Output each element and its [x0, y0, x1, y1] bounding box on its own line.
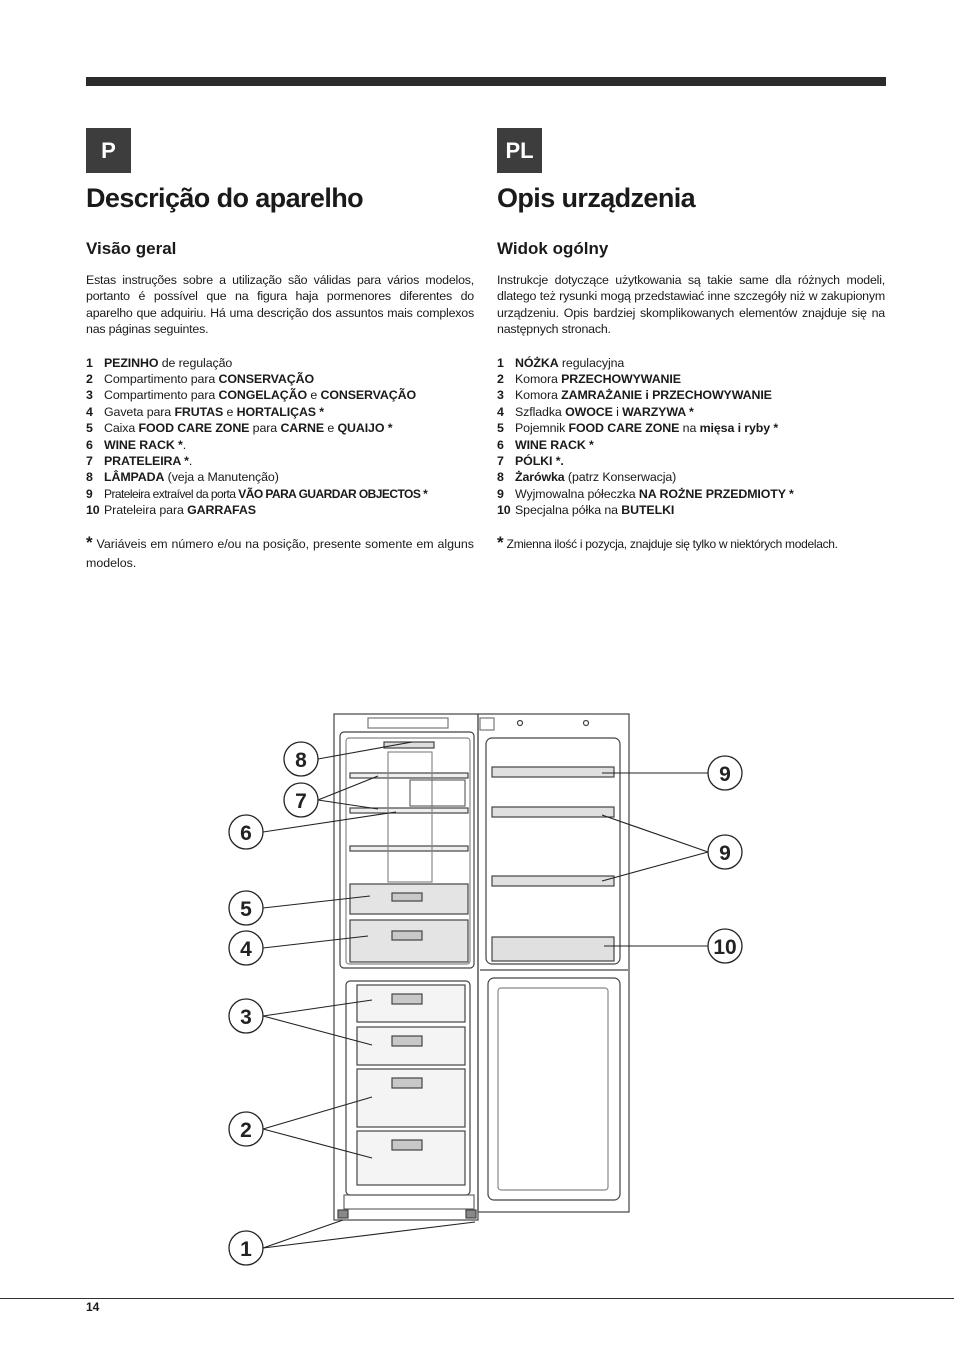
freezer-door-liner [488, 978, 620, 1200]
item-text: QUAIJO * [337, 421, 393, 436]
item-text: mięsa i ryby * [699, 421, 779, 436]
item-text: LÂMPADA [104, 470, 165, 485]
item-text: FRUTAS [174, 404, 224, 419]
item-number: 10 [86, 503, 100, 518]
footnote-star: * [497, 532, 504, 552]
item-text: PRATELEIRA * [104, 454, 189, 469]
callout-label-9b: 9 [719, 842, 731, 865]
item-text: CONSERVAÇÃO [218, 372, 315, 387]
item-text: OWOCE [565, 404, 613, 419]
footnote-text: Zmienna ilość i pozycja, znajduje się tylko w niektórych modelach. [503, 536, 838, 551]
item-text: FOOD CARE ZONE [568, 421, 680, 436]
bottle-shelf [492, 937, 614, 961]
item-text: Żarówka [515, 470, 565, 485]
item-text: . [188, 454, 193, 469]
item-text: (patrz Konserwacja) [564, 470, 677, 485]
wine-rack [388, 752, 432, 882]
item-text: Szfladka [515, 404, 566, 419]
item-number: 5 [86, 421, 93, 436]
door-outline [478, 714, 629, 1212]
item-text: WINE RACK * [104, 437, 183, 452]
item-number: 1 [86, 355, 93, 370]
item-text: e [223, 404, 237, 419]
page-number: 14 [86, 1300, 100, 1314]
item-number: 9 [497, 486, 504, 501]
section-title: Descrição do aparelho [86, 183, 364, 213]
item-number: 4 [497, 404, 504, 419]
door-shelf [492, 807, 614, 817]
item-text: VÃO PARA GUARDAR OBJECTOS * [238, 486, 428, 501]
item-text: NA ROŻNE PRZEDMIOTY * [638, 486, 794, 501]
section-subtitle: Visão geral [86, 239, 177, 258]
item-text: Specjalna półka na [515, 503, 622, 518]
callout-label-4: 4 [240, 938, 252, 961]
item-number: 10 [497, 503, 511, 518]
item-text: Pojemnik [515, 421, 569, 436]
freezer-drawer [357, 1131, 465, 1185]
shelf [350, 808, 468, 813]
item-text: Prateleira extraível da porta [104, 486, 239, 501]
item-text: regulacyjna [558, 355, 625, 370]
footnote-star: * [86, 532, 93, 552]
item-number: 6 [86, 437, 93, 452]
footer-rule [0, 1298, 954, 1299]
item-number: 8 [497, 470, 504, 485]
lang-badge-p: P [86, 128, 131, 173]
item-text: Compartimento para [104, 372, 219, 387]
item-text: Gaveta para [104, 404, 175, 419]
item-number: 1 [497, 355, 504, 370]
item-text: CONGELAÇÃO [218, 388, 307, 403]
callout-label-7: 7 [295, 790, 307, 813]
item-text: HORTALIÇAS * [236, 404, 325, 419]
item-number: 2 [497, 372, 504, 387]
section-subtitle: Widok ogólny [497, 239, 609, 258]
callout-label-3: 3 [240, 1006, 252, 1029]
shelf [350, 846, 468, 851]
intro-paragraph: Estas instruções sobre a utilização são válidas para vários modelos, portanto é possível que na figura haja pormenores diferentes do aparelho que adquiriu. Há uma descrição dos assuntos mais complexos nas páginas seguintes. [86, 273, 474, 337]
item-text: ZAMRAŻANIE i PRZECHOWYWANIE [561, 388, 772, 403]
door-shelf [492, 767, 614, 777]
item-number: 7 [86, 454, 93, 469]
item-text: WARZYWA * [622, 404, 694, 419]
item-text: PEZINHO [104, 355, 159, 370]
item-text: WINE RACK * [515, 437, 594, 452]
item-number: 2 [86, 372, 93, 387]
item-text: Caixa [104, 421, 139, 436]
item-text: e [307, 388, 321, 403]
crisper-drawer [350, 920, 468, 962]
item-text: PÓLKI *. [515, 454, 564, 469]
item-text: na [679, 421, 700, 436]
shelf [350, 773, 468, 778]
item-number: 3 [86, 388, 93, 403]
footnote-text: Variáveis em número e/ou na posição, presente somente em alguns modelos. [86, 536, 474, 570]
item-number: 3 [497, 388, 504, 403]
callout-label-5: 5 [240, 898, 252, 921]
intro-paragraph: Instrukcje dotyczące użytkowania są takie same dla różnych modeli, dlatego też rysunki mogą przedstawiać inne szczegóły niż w zakupionym urządzeniu. Opis bardziej skomplikowanych elementów znajduje się na następnych stronach. [497, 273, 885, 337]
item-text: (veja a Manutenção) [164, 470, 279, 485]
section-title: Opis urządzenia [497, 183, 696, 213]
item-text: CONSERVAÇÃO [320, 388, 416, 403]
door-shelf [492, 876, 614, 886]
item-text: de regulação [158, 355, 233, 370]
item-text: Compartimento para [104, 388, 219, 403]
item-text: Wyjmowalna półeczka [515, 486, 639, 501]
item-text: BUTELKI [621, 503, 675, 518]
item-number: 7 [497, 454, 504, 469]
item-text: CARNE [280, 421, 324, 436]
item-text: e [324, 421, 338, 436]
item-text: NÓŻKA [515, 355, 559, 370]
item-text: GARRAFAS [187, 503, 256, 518]
lang-badge-pl: PL [497, 128, 542, 173]
item-text: . [182, 437, 187, 452]
item-number: 5 [497, 421, 504, 436]
callout-label-10: 10 [713, 936, 737, 959]
item-number: 9 [86, 486, 93, 501]
item-text: FOOD CARE ZONE [138, 421, 250, 436]
callout-label-6: 6 [240, 822, 252, 845]
adjustable-foot [466, 1210, 476, 1218]
item-text: i [612, 404, 623, 419]
item-number: 6 [497, 437, 504, 452]
callout-label-9: 9 [719, 763, 731, 786]
item-number: 4 [86, 404, 93, 419]
item-text: Prateleira para [104, 503, 188, 518]
item-number: 8 [86, 470, 93, 485]
callout-label-1: 1 [240, 1238, 252, 1261]
adjustable-foot [338, 1210, 348, 1218]
item-text: para [249, 421, 281, 436]
item-text: PRZECHOWYWANIE [561, 372, 681, 387]
item-text: Komora [515, 372, 562, 387]
item-text: Komora [515, 388, 562, 403]
callout-label-2: 2 [240, 1119, 252, 1142]
callout-label-8: 8 [295, 749, 307, 772]
